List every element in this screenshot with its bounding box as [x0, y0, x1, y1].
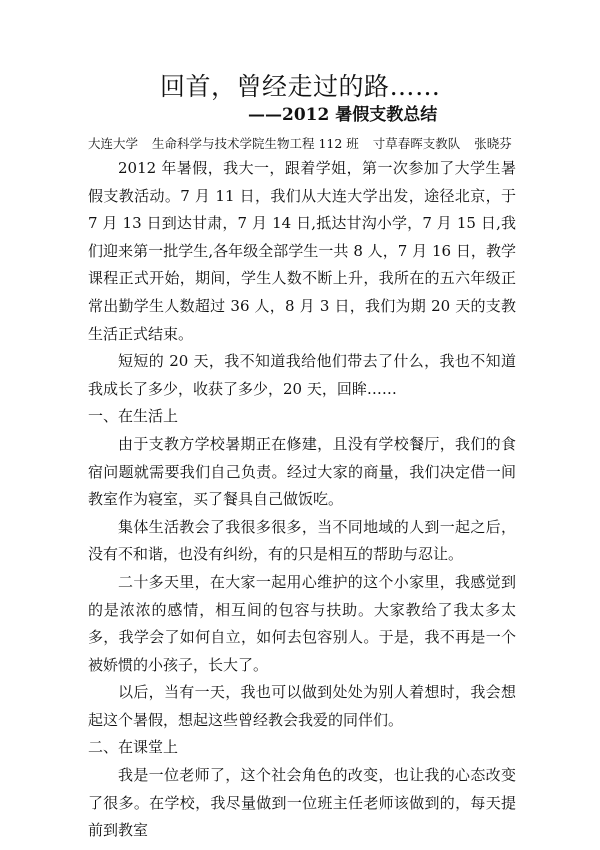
author-name: 张晓芬	[474, 136, 512, 151]
author-college-class: 生命科学与技术学院生物工程 112 班	[152, 136, 359, 151]
section-paragraph: 集体生活教会了我很多很多，当不同地域的人到一起之后，没有不和谐，也没有纠纷，有的只是相互的帮助与忍让。	[88, 517, 516, 564]
author-university: 大连大学	[88, 136, 139, 151]
document-body	[88, 155, 516, 845]
section-heading: 一、在生活上	[88, 407, 179, 426]
section-paragraph: 由于支教方学校暑期正在修建，且没有学校餐厅，我们的食宿问题就需要我们自己负责。经过大家的商量，我们决定借一间教室作为寝室，买了餐具自己做饭吃。	[88, 434, 516, 509]
section-paragraph: 以后，当有一天，我也可以做到处处为别人着想时，我会想起这个暑假，想起这些曾经教会我爱的同伴们。	[88, 683, 516, 729]
intro-paragraph: 2012 年暑假，我大一，跟着学姐，第一次参加了大学生暑假支教活动。7 月 11 日，我们从大连大学出发，途径北京，于 7 月 13 日到达甘肃，7 月 14 日,抵达甘沟小学，7 月 15 日,我们迎来第一批学生,各年级全部学生一共 8 人，7 月 16 日，教学课程正式开始，期间，学生人数不断上升，我所在的五六年级正常出勤学生人数超过 36 人，8 月 3 日，我们为期 20 天的支教生活正式结束。	[88, 159, 516, 343]
section-paragraph: 我是一位老师了，这个社会角色的改变，也让我的心态改变了很多。在学校，我尽量做到一位班主任老师该做到的，每天提前到教室	[88, 766, 516, 840]
document-subtitle: ——2012 暑假支教总结	[248, 105, 438, 125]
document-title: 回首，曾经走过的路……	[160, 72, 441, 101]
author-team: 寸草春晖支教队	[372, 136, 461, 151]
author-line	[88, 135, 558, 153]
intro-paragraph: 短短的 20 天，我不知道我给他们带去了什么，我也不知道我成长了多少，收获了多少，20 天，回眸……	[88, 352, 516, 398]
section-heading: 二、在课堂上	[88, 738, 179, 757]
section-paragraph: 二十多天里，在大家一起用心维护的这个小家里，我感觉到的是浓浓的感情，相互间的包容与扶助。大家教给了我太多太多，我学会了如何自立，如何去包容别人。于是，我不再是一个被娇惯的小孩子，长大了。	[88, 572, 516, 674]
